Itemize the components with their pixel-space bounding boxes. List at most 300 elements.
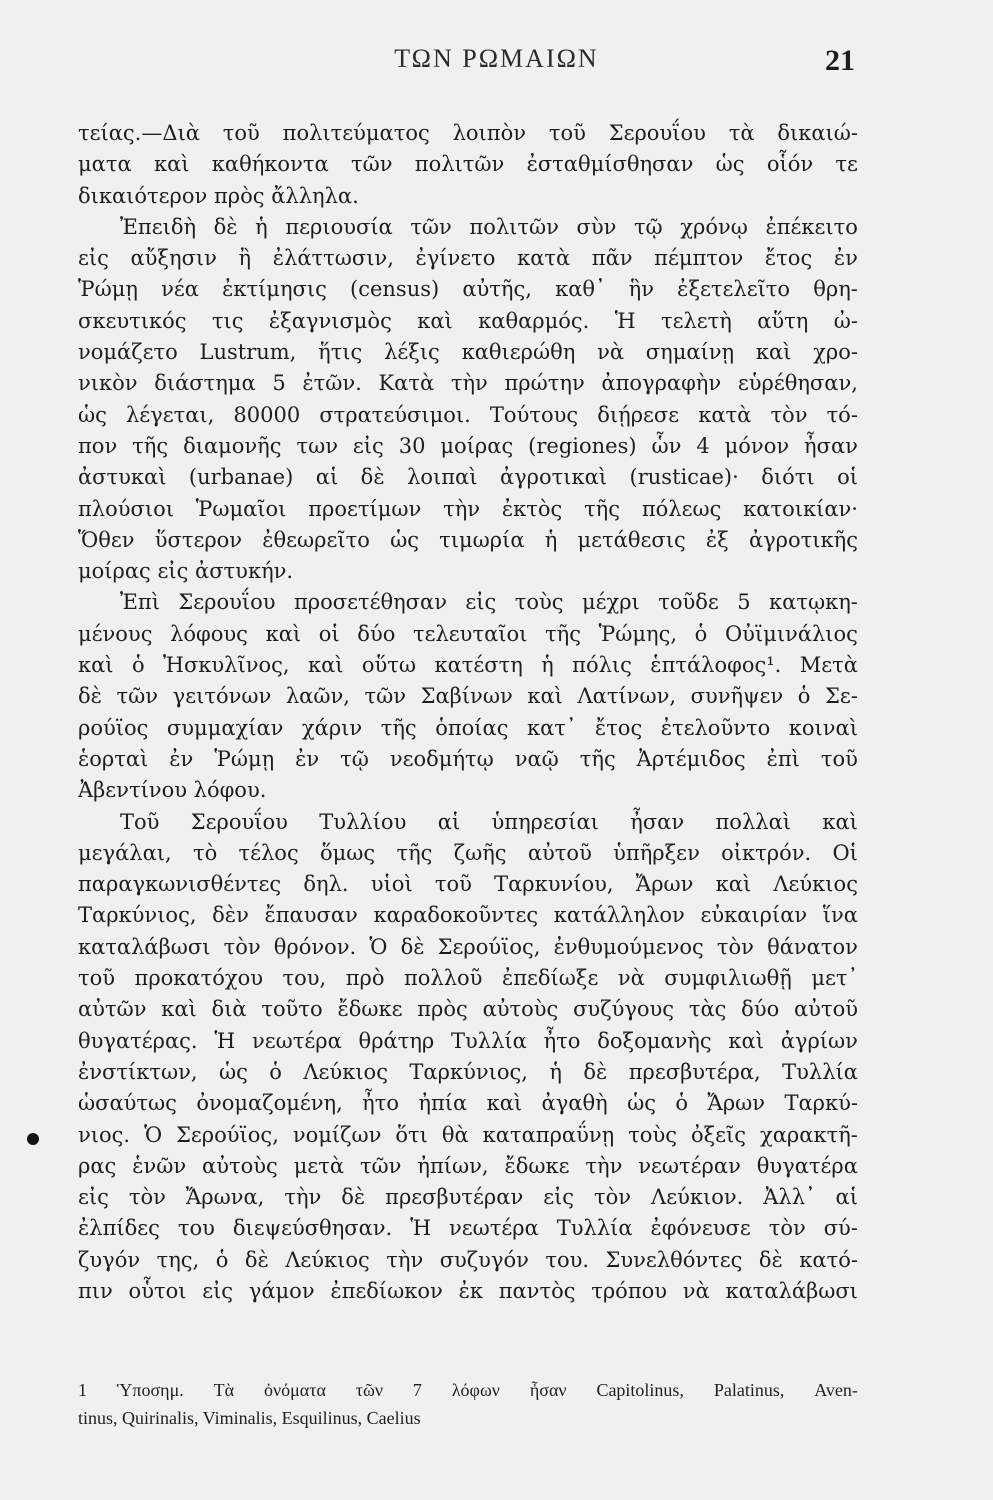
word: προκατόχου [134,966,264,991]
word: καὶ [417,308,453,333]
word: καὶ [486,1091,523,1116]
word: ὀξεῖς [690,1122,747,1147]
word: Οὐϊμινάλιος [724,621,858,646]
text-line [78,1245,858,1276]
word: δὲ [341,1185,366,1210]
word: κατῳκη- [769,590,858,615]
word: ὀνομαζομένη, [196,1091,343,1116]
word: λέξις [384,340,440,365]
text-line [78,932,858,963]
word: 7 [412,1380,422,1400]
word: τῆς [132,433,169,458]
word: ἐκτίμησις [222,277,327,302]
word: ἐφόνευσε [650,1216,751,1241]
word: τοὺς [628,1122,677,1147]
word: τῆς [584,496,621,521]
word: 5 [272,371,286,396]
text-line [78,1376,858,1404]
word: τιμωρία [439,527,525,552]
word: Ὑποσημ. [116,1380,184,1400]
word: μεγάλαι, [78,840,172,865]
word: νομίζων [292,1122,382,1147]
word: δὲ [244,1247,269,1272]
text-line [78,1026,858,1057]
text-line [78,713,858,744]
word: ὑπηρεσίαι [491,809,599,834]
word: πρὸς [417,997,468,1022]
word: (census) [350,277,440,302]
word: Ἐπὶ [120,590,160,615]
word: λοιπαὶ [407,465,478,490]
word: νεοδμήτῳ [389,746,494,771]
word: Σερουΐου [190,809,288,834]
word: νεωτέρα [448,1216,539,1241]
text-line [78,243,858,274]
text-line [78,462,858,493]
word: κατοικίαν· [743,496,858,521]
text-line [78,619,858,650]
footnote [78,1376,858,1432]
text-line [78,838,858,869]
word: Aven- [814,1380,858,1400]
word: του. [545,1247,590,1272]
word: ἐξ [705,527,729,552]
word: καὶ [265,621,302,646]
word: δὲ [400,934,425,959]
word: αὐτοὺς [482,997,559,1022]
word: ἀγαθὴ [541,1091,608,1116]
word: Palatinus, [713,1380,785,1400]
word: νικὸν [78,371,138,396]
text-line [78,525,858,556]
word: ἐξετελεῖτο [677,277,791,302]
word: 30 [398,433,426,458]
word: ὡς [715,152,745,177]
word: τὴν [284,1185,322,1210]
word: Οἱ [832,840,858,865]
word: ἐσταθμίσθησαν [526,152,694,177]
word: πολλοῦ [403,966,483,991]
word: τοῦ [434,872,472,897]
word: ἐπεδίωξε [501,966,599,991]
word: δὲν [212,903,249,928]
word: Ὅθεν [78,527,135,552]
word: τῶν [355,1380,384,1400]
word: Ῥωμαῖοι [195,496,287,521]
word: Συνελθόντες [605,1247,743,1272]
word: πον [78,433,118,458]
word: πρεσβυτέρα, [628,1059,761,1084]
word: ἐκ [458,1278,483,1303]
word: καὶ [307,653,344,678]
word: καραδοκοῦντες [373,903,539,928]
word: πόλις [572,653,632,678]
word: του [177,1216,215,1241]
word: γειτόνων [172,684,272,709]
word: δὲ [213,214,238,239]
word: ἠπία [418,1091,468,1116]
word: καὶ [78,653,114,678]
word: τὴν [450,371,488,396]
word: αἱ [437,809,461,834]
word: καὶ [755,340,792,365]
word: εὑρέθησαν, [737,371,858,396]
word: ἀγροτικῆς [748,527,858,552]
word: κατό- [799,1247,858,1272]
word: 5 [737,590,751,615]
word: Ταρκυνίου, [494,872,614,897]
word: νὰ [617,966,645,991]
word: τοῦδε [658,590,719,615]
text-line [78,869,858,900]
word: νομάζετο [78,340,178,365]
word: ἐπέκειτο [765,214,858,239]
word: Ἄρωνα, [185,1185,265,1210]
word: των [296,433,338,458]
text-line [78,1120,858,1151]
word: καὶ [715,872,752,897]
word: ἐν [833,246,858,271]
word: καὶ [822,809,858,834]
word: ἐτελοῦντο [660,715,771,740]
word: Λεύκιος [285,1247,370,1272]
word: ὡσαύτως [78,1091,177,1116]
word: μέχρι [581,590,640,615]
word: μοίρας [440,433,514,458]
word: τοῦ [820,746,858,771]
word: Ῥώμῃ [78,277,138,302]
word: διάστημα [154,371,256,396]
word: λόφους [170,621,248,646]
word: σημαίνῃ [645,340,735,365]
text-line [78,212,858,243]
word: τὰ [728,121,755,145]
word: συζυγόν [439,1247,529,1272]
page-number: 21 [825,44,855,77]
text-line [78,1404,858,1432]
word: τείας.—Διὰ [78,121,200,145]
word: Σερουΐου [608,121,706,145]
word: μένους [78,621,153,646]
word: δύο [357,621,396,646]
word: τοῦ [78,966,116,991]
word: Ταρκύνιος, [78,903,197,928]
word: συνῆψεν [690,684,784,709]
word: χαρακτῆ- [760,1122,858,1147]
word: τελετὴ [660,308,732,333]
word: πιν [78,1278,113,1303]
word: περιουσία [285,214,393,239]
word: μετὰ [293,1153,345,1178]
word: ὕστερον [154,527,243,552]
word: τὸν [770,402,808,427]
word: καθιερώθη [461,340,576,365]
word: ἑορταὶ [78,746,149,771]
text-line [78,431,858,462]
word: ἐπεδίωκον [330,1278,443,1303]
word: ὅτι [395,1122,428,1147]
word: ἀστυκαὶ [78,465,167,490]
word: Τὰ [213,1380,235,1400]
word: καταλάβωσι [78,934,211,959]
word: του, [282,966,327,991]
running-title: ΤΩΝ ΡΩΜΑΙΩΝ [394,44,599,73]
word: ὠ- [833,308,858,333]
word: πλούσιοι [78,496,174,521]
word: σκευτικός [78,308,187,333]
word: Μετὰ [799,653,858,678]
word: θυγατέρας. [78,1028,198,1053]
text-line [78,744,858,775]
word: προσετέθησαν [293,590,447,615]
word: ἦσαν [630,809,685,834]
word: τῆς [380,715,417,740]
word: νεωτέραν [638,1153,741,1178]
word: οἷόν [766,152,814,177]
word: δικαιώ- [777,121,858,145]
word: Ἡ [614,308,636,333]
word: λέγεται, [125,402,215,427]
word: τοὺς [514,590,564,615]
word: ἦτο [362,1091,400,1116]
text-line [78,681,858,712]
word: 4 [696,433,710,458]
text-line [78,368,858,399]
word: τοῦ [548,121,586,145]
word: ἦσαν [804,433,858,458]
word: δὲ [360,465,385,490]
word: τῷ [340,746,369,771]
word: τῶν [350,152,393,177]
word: κατὰ [698,402,752,427]
line-text: δικαιότερον πρὸς ἄλληλα. [78,183,359,208]
word: τὴν [443,496,481,521]
word: ὁ [675,1091,689,1116]
word: Ἡ [214,1028,236,1053]
word: ἠπίων, [417,1153,489,1178]
line-text: μοίρας εἰς ἀστυκήν. [78,559,294,584]
word: αἱ [315,465,339,490]
word: θρη- [813,277,858,302]
word: Τυλλία [556,1216,633,1241]
word: ἑπτάλοφος¹. [650,653,782,678]
word: λόφων [451,1380,500,1400]
line-text: Ἀβεντίνου λόφου. [78,778,267,803]
word: Ῥώμης, [598,621,678,646]
word: ρούϊος [78,715,149,740]
word: τῷ [633,214,663,239]
text-line [78,775,858,806]
word: ἔτος [764,246,813,271]
word: τῶν [410,214,452,239]
text-line [78,149,858,180]
word: ἡ [549,1059,562,1084]
word: ἡ [255,214,268,239]
word: δύο [741,997,780,1022]
word: Ἡ [410,1216,432,1241]
word: ναῷ [514,746,559,771]
word: ἐγίνετο [415,246,496,271]
text-line [78,494,858,525]
word: στρατεύσιμοι. [319,402,471,427]
word: παραγκωνισθέντες [78,872,282,897]
word: Ὁ [144,1122,163,1147]
word: καὶ [527,684,563,709]
line-text: tinus, Quirinalis, Viminalis, Esquilinus, Caelius [78,1408,421,1428]
text-line [78,118,858,149]
word: πολιτεύματος [282,121,430,145]
word: ἢ [238,246,252,271]
word: λοιπὸν [452,121,527,145]
word: ἐνστίκτων, [78,1059,198,1084]
word: ἀγροτικαὶ [499,465,608,490]
word: σύ- [823,1216,858,1241]
word: καὶ [153,152,190,177]
word: Capitolinus, [596,1380,684,1400]
word: ἐθεωρεῖτο [262,527,370,552]
word: νέα [161,277,199,302]
word: πολιτῶν [469,214,559,239]
word: Λεύκιος [773,872,858,897]
word: θυγατέρα [756,1153,858,1178]
word: ἔτος [594,715,643,740]
word: ἣν [628,277,655,302]
word: οἰκτρόν. [721,840,812,865]
word: πόλεως [641,496,722,521]
word: αὕτη [757,308,809,333]
word: ὀνόματα [263,1380,326,1400]
word: ἐξαγνισμὸς [268,308,392,333]
word: ἔπαυσαν [264,903,358,928]
word: Ἀρτέμιδος [636,746,746,771]
word: Κατὰ [378,371,435,396]
word: σὺν [576,214,617,239]
word: αὐτοῦ [527,840,592,865]
word: δοξομανὴς [597,1028,712,1053]
word: τὴν [585,1153,623,1178]
word: συμφιλιωθῇ [664,966,792,991]
word: ἐλπίδες [78,1216,160,1241]
word: Λεύκιος [303,1059,388,1084]
word: τοῦτο [261,997,323,1022]
word: χάριν [301,715,363,740]
word: Ἐπειδὴ [120,214,197,239]
word: ἀπογραφὴν [601,371,722,396]
word: ὁ [131,653,145,678]
word: ἐκτὸς [501,496,563,521]
word: πολιτῶν [414,152,505,177]
word: Ταρκύνιος, [409,1059,528,1084]
word: Ἄρων [707,1091,766,1116]
word: γάμον [248,1278,315,1303]
text-line [78,1276,858,1307]
word: Ἀλλ᾽ [763,1185,816,1210]
word: τὸν [768,1216,806,1241]
word: Τυλλία [782,1059,858,1084]
word: διότι [761,465,815,490]
word: Lustrum, [199,340,297,365]
word: ἵνα [822,903,858,928]
word: ρας [78,1153,117,1178]
word: αἱ [835,1185,858,1210]
word: διὰ [211,997,247,1022]
word: τὸν [223,934,261,959]
word: τῆς [396,840,433,865]
margin-dot-mark [27,1133,39,1145]
word: πρώτην [504,371,585,396]
word: τὸν [716,934,754,959]
word: δὲ [78,684,102,709]
word: κατὰ [517,246,571,271]
word: Λεύκιον. [651,1185,744,1210]
word: (rusticae)· [629,465,739,490]
word: Σερούϊος, [176,1122,279,1147]
word: λαῶν, [285,684,350,709]
word: τῶν [364,684,407,709]
word: τῆς [579,746,616,771]
word: τὰς [688,997,727,1022]
word: καὶ [728,1028,764,1053]
word: τε [835,152,858,177]
word: της, [156,1247,200,1272]
word: τοῦ [222,121,260,145]
word: εἰς [465,590,497,615]
word: καταπραΰνῃ [482,1122,615,1147]
text-line [78,807,858,838]
word: κατ᾽ [526,715,577,740]
word: εἰς [78,1185,109,1210]
word: θὰ [441,1122,469,1147]
word: νὰ [682,1278,710,1303]
word: θράτηρ [358,1028,435,1053]
word: τις [211,308,244,333]
word: ματα [78,152,132,177]
word: Σερούϊος, [437,934,541,959]
word: ἐνθυμούμενος [553,934,704,959]
word: ἥτις [318,340,363,365]
word: 80000 [233,402,301,427]
word: συζύγους [573,997,675,1022]
word: Ταρκύ- [784,1091,858,1116]
word: προετίμων [308,496,422,521]
word: τρόπου [591,1278,668,1303]
word: ὁποίας [435,715,509,740]
word: μόνον [724,433,790,458]
word: τελευταῖοι [413,621,528,646]
word: τῶν [116,684,159,709]
word: οἱ [318,621,340,646]
word: καθαρμός. [478,308,590,333]
word: ὡς [627,1091,656,1116]
word: ὧν [651,433,682,458]
word: συμμαχίαν [166,715,284,740]
word: ἐλάττωσιν, [272,246,394,271]
word: πρεσβυτέραν [385,1185,524,1210]
word: ἐπὶ [766,746,800,771]
word: Ἄρων [635,872,694,897]
word: οὗτοι [128,1278,187,1303]
word: νὰ [597,340,625,365]
word: Σαβίνων [420,684,513,709]
word: ὑπῆρξεν [613,840,700,865]
text-line [78,1088,858,1119]
word: ἀγρίων [780,1028,858,1053]
word: ἑνῶν [132,1153,187,1178]
word: καθ᾽ [555,277,606,302]
word: ὡς [218,1059,248,1084]
word: ἐν [169,746,194,771]
word: αὐτοὺς [202,1153,278,1178]
